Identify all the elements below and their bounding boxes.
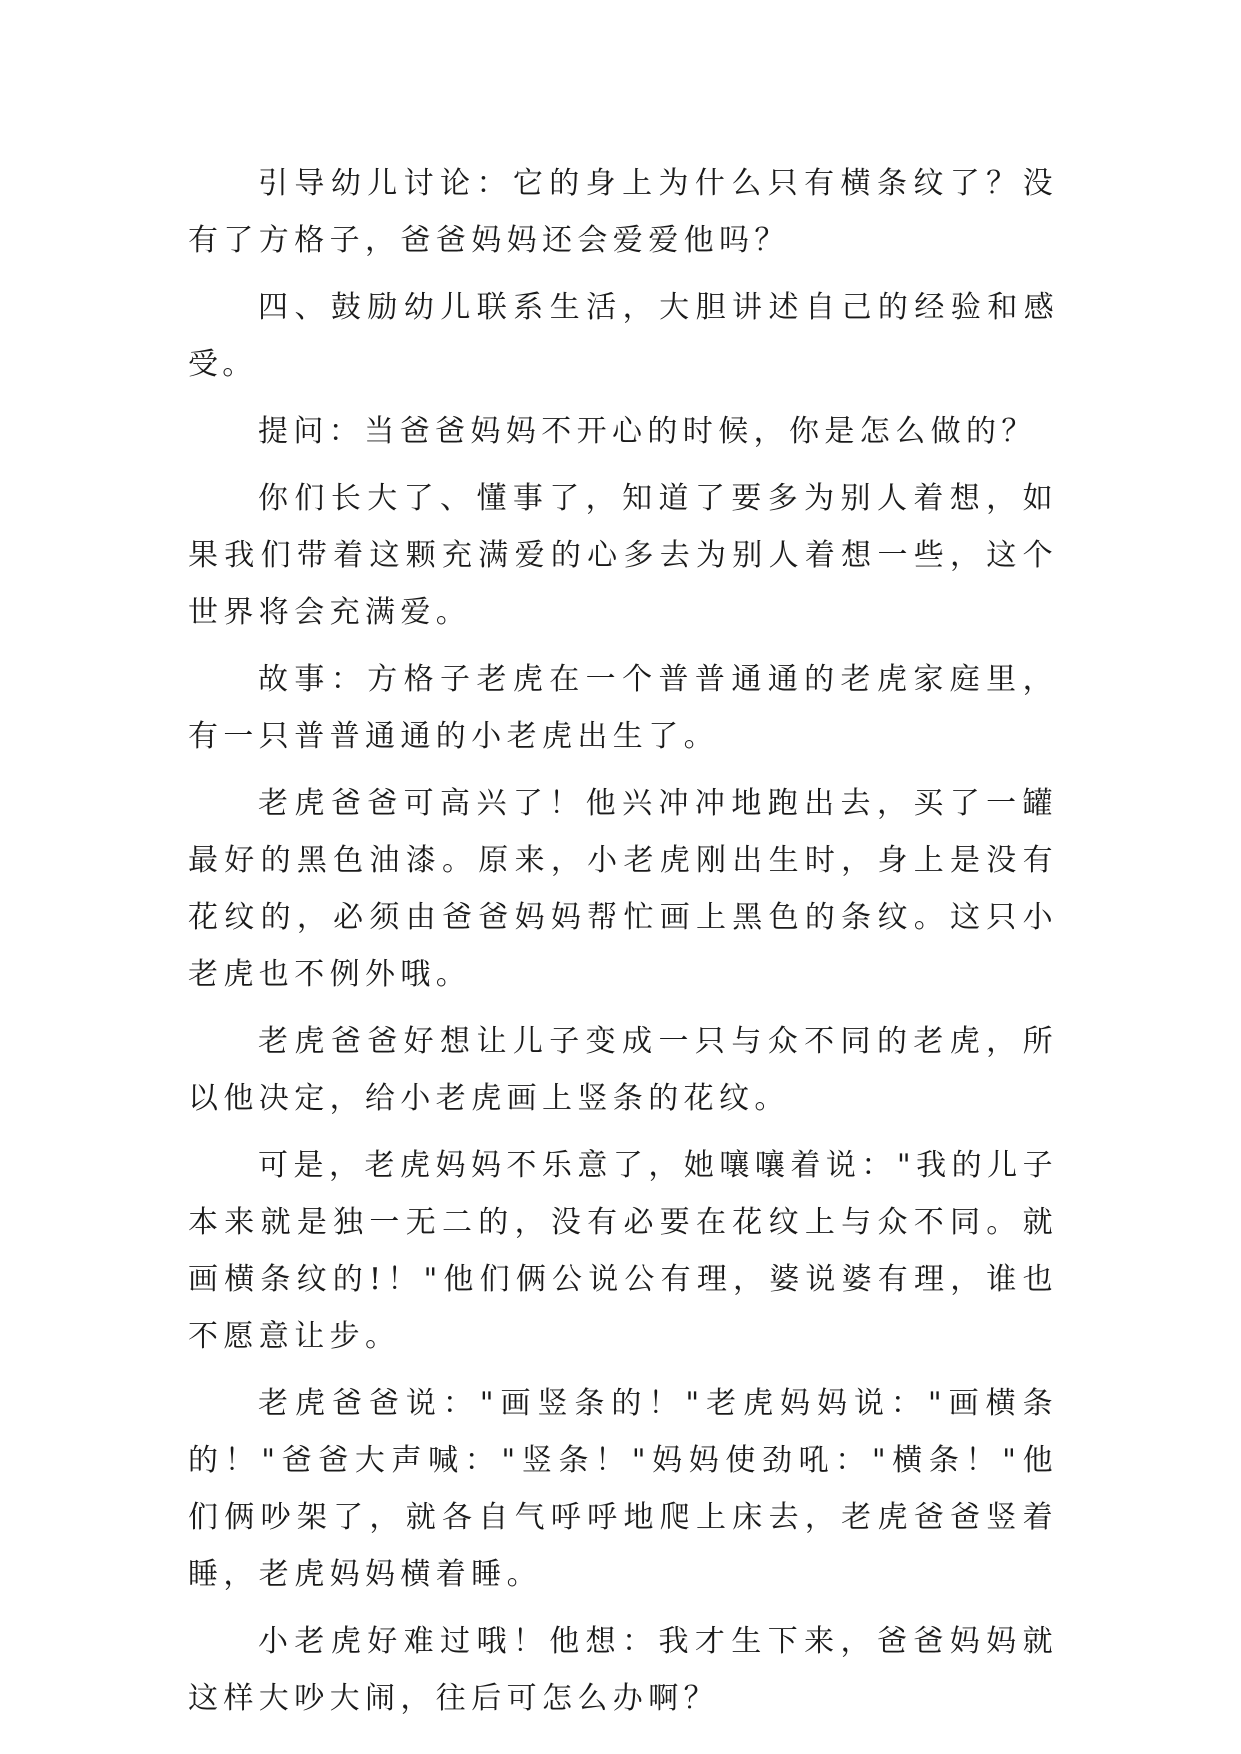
paragraph-story-father: 老虎爸爸好想让儿子变成一只与众不同的老虎，所以他决定，给小老虎画上竖条的花纹。	[188, 1024, 1058, 1116]
paragraph-story-intro: 故事：方格子老虎在一个普普通通的老虎家庭里，有一只普普通通的小老虎出生了。	[188, 662, 1058, 754]
paragraph-question: 提问：当爸爸妈妈不开心的时候，你是怎么做的？	[258, 414, 1037, 449]
document-body	[188, 155, 1058, 1737]
paragraph-summary: 你们长大了、懂事了，知道了要多为别人着想，如果我们带着这颗充满爱的心多去为别人着想一些，这个世界将会充满爱。	[188, 481, 1058, 630]
paragraph-story-mother: 可是，老虎妈妈不乐意了，她嚷嚷着说："我的儿子本来就是独一无二的，没有必要在花纹上与众不同。就画横条纹的!！"他们俩公说公有理，婆说婆有理，谁也不愿意让步。	[188, 1148, 1058, 1354]
paragraph-story-paint: 老虎爸爸可高兴了！他兴冲冲地跑出去，买了一罐最好的黑色油漆。原来，小老虎刚出生时，身上是没有花纹的，必须由爸爸妈妈帮忙画上黑色的条纹。这只小老虎也不例外哦。	[188, 786, 1058, 992]
paragraph-discussion: 引导幼儿讨论：它的身上为什么只有横条纹了？没有了方格子，爸爸妈妈还会爱爱他吗？	[188, 166, 1058, 258]
paragraph-section-four: 四、鼓励幼儿联系生活，大胆讲述自己的经验和感受。	[188, 290, 1058, 382]
paragraph-story-quarrel: 老虎爸爸说："画竖条的！"老虎妈妈说："画横条的！"爸爸大声喊："竖条！"妈妈使劲吼："横条！"他们俩吵架了，就各自气呼呼地爬上床去，老虎爸爸竖着睡，老虎妈妈横着睡。	[188, 1386, 1058, 1592]
paragraph-story-cub: 小老虎好难过哦！他想：我才生下来，爸爸妈妈就这样大吵大闹，往后可怎么办啊？	[188, 1624, 1058, 1716]
